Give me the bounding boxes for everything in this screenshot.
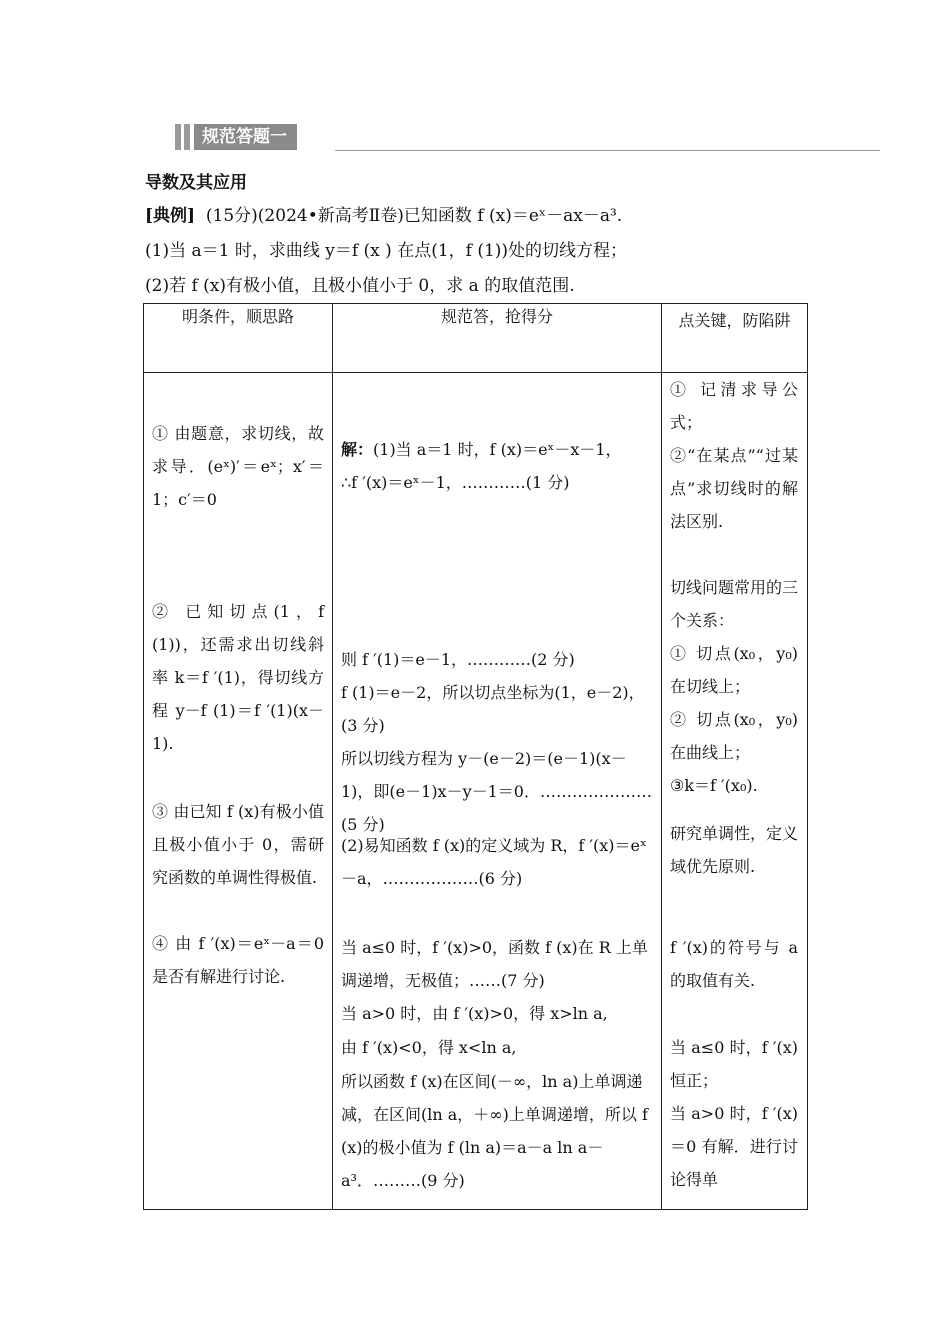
tip-1: ① 记清求导公式； bbox=[670, 380, 798, 432]
answer-line-2: ∴f ′(x)＝eˣ－1，…………(1 分) bbox=[341, 473, 570, 492]
answer-line-1 bbox=[341, 433, 653, 466]
hint-3: ③ 由已知 f (x)有极小值且极小值小于 0，需研究函数的单调性得极值. bbox=[152, 802, 324, 887]
tip-5: ② 切点(x₀，y₀)在曲线上； bbox=[670, 710, 798, 762]
column-key-points bbox=[662, 373, 808, 1210]
answer-line-4: f (1)＝e－2，所以切点坐标为(1，e－2)，(3 分) bbox=[341, 683, 645, 735]
banner-rule bbox=[335, 150, 880, 151]
problem-part1: (1)当 a＝1 时，求曲线 y＝f (x ) 在点(1，f (1))处的切线方程； bbox=[145, 241, 628, 261]
problem-statement bbox=[145, 201, 622, 226]
tip-6: ③k＝f ′(x₀). bbox=[670, 776, 758, 795]
answer-text: (1)当 a＝1 时，f (x)＝eˣ－x－1， bbox=[373, 440, 622, 459]
header-answer: 规范答，抢得分 bbox=[333, 304, 662, 373]
tip-4: ① 切点(x₀，y₀)在切线上； bbox=[670, 644, 798, 696]
banner-bars-icon bbox=[175, 124, 190, 150]
answer-line-3: 则 f ′(1)＝e－1，…………(2 分) bbox=[341, 650, 575, 669]
problem-part2: (2)若 f (x)有极小值，且极小值小于 0，求 a 的取值范围. bbox=[145, 276, 575, 296]
tip-9: 当 a≤0 时，f ′(x)恒正； bbox=[670, 1038, 798, 1090]
tip-8: f ′(x)的符号与 a 的取值有关. bbox=[670, 938, 798, 990]
answer-line-6: (2)易知函数 f (x)的定义域为 R，f ′(x)＝eˣ－a，………………(6 分) bbox=[341, 836, 647, 888]
solution-table bbox=[143, 303, 808, 1210]
problem-text: (15分)(2024•新高考Ⅱ卷)已知函数 f (x)＝eˣ－ax－a³. bbox=[205, 206, 623, 226]
hint-1: ① 由题意，求切线，故求导．(eˣ)′＝eˣ；x′＝1；c′＝0 bbox=[152, 424, 324, 509]
column-conditions bbox=[144, 373, 333, 1210]
tip-7: 研究单调性，定义域优先原则. bbox=[670, 824, 799, 876]
tip-10: 当 a>0 时，f ′(x)＝0 有解．进行讨论得单 bbox=[670, 1104, 798, 1189]
section-heading: 导数及其应用 bbox=[145, 173, 247, 193]
table-header-row bbox=[144, 304, 808, 373]
answer-line-9: 由 f ′(x)<0，得 x<ln a, bbox=[341, 1038, 517, 1057]
answer-lead: 解： bbox=[341, 440, 374, 459]
tip-3: 切线问题常用的三个关系： bbox=[670, 578, 799, 630]
answer-line-8: 当 a>0 时，由 f ′(x)>0，得 x>ln a, bbox=[341, 1004, 608, 1023]
tip-2: ②“在某点”“过某点”求切线时的解法区别. bbox=[670, 446, 798, 531]
header-key-points: 点关键，防陷阱 bbox=[662, 304, 808, 373]
section-banner bbox=[175, 124, 297, 150]
hint-4: ④ 由 f ′(x)＝eˣ－a＝0 是否有解进行讨论. bbox=[152, 934, 324, 986]
problem-tag: [典例] bbox=[145, 206, 196, 226]
banner-title: 规范答题一 bbox=[194, 124, 297, 150]
answer-line-5: 所以切线方程为 y－(e－2)＝(e－1)(x－1)，即(e－1)x－y－1＝0．…………………(5 分) bbox=[341, 749, 652, 834]
table-body-row bbox=[144, 373, 808, 1210]
hint-2: ② 已知切点(1，f (1))，还需求出切线斜率 k＝f ′(1)，得切线方程 y－f (1)＝f ′(1)(x－1). bbox=[152, 602, 324, 753]
column-answer bbox=[333, 373, 662, 1210]
answer-line-10: 所以函数 f (x)在区间(－∞，ln a)上单调递减，在区间(ln a，＋∞)上单调递增，所以 f (x)的极小值为 f (ln a)＝a－a ln a－a³．………(9 分) bbox=[341, 1072, 648, 1190]
answer-line-7: 当 a≤0 时，f ′(x)>0，函数 f (x)在 R 上单调递增，无极值；……(7 分) bbox=[341, 938, 648, 990]
header-conditions: 明条件，顺思路 bbox=[144, 304, 333, 373]
